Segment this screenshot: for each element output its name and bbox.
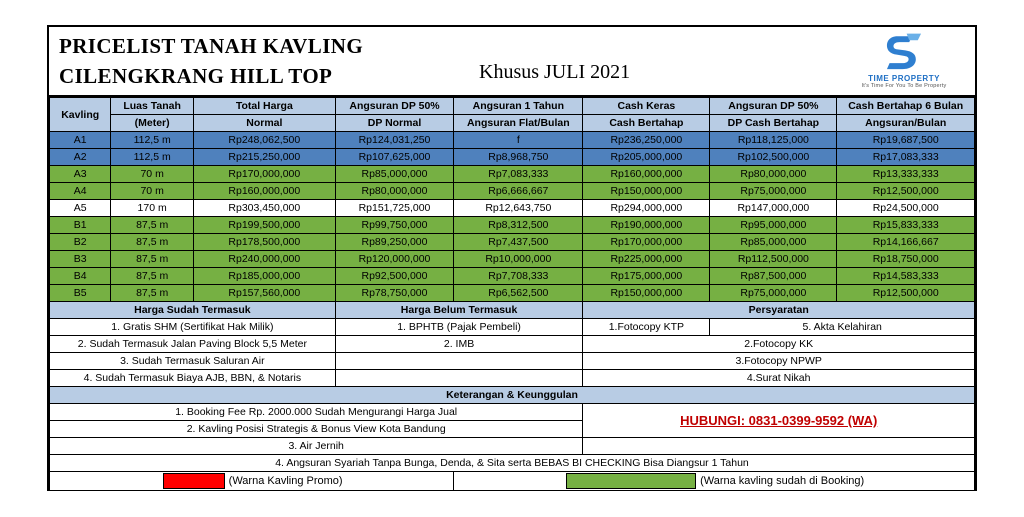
- included-item: 2. Sudah Termasuk Jalan Paving Block 5,5 Meter: [50, 336, 336, 353]
- logo-tagline: It's Time For You To Be Property: [861, 83, 947, 89]
- cell-angsuran-bulan: Rp17,083,333: [837, 149, 975, 166]
- requirement-item: 1.Fotocopy KTP: [583, 319, 710, 336]
- note-row: [50, 455, 975, 472]
- legend-booked-label: (Warna kavling sudah di Booking): [700, 475, 865, 487]
- excluded-item: 1. BPHTB (Pajak Pembeli): [335, 319, 583, 336]
- cell-angsuran-bulan: Rp12,500,000: [837, 285, 975, 302]
- cell-angsuran-bulan: Rp13,333,333: [837, 166, 975, 183]
- section-title-included: Harga Sudah Termasuk: [50, 302, 336, 319]
- cell-angsuran-bulan: Rp14,166,667: [837, 234, 975, 251]
- section-title-excluded: Harga Belum Termasuk: [335, 302, 583, 319]
- legend-promo-label: (Warna Kavling Promo): [228, 475, 343, 487]
- cell-dp-normal: Rp92,500,000: [335, 268, 454, 285]
- cell-angsuran-flat: Rp8,968,750: [454, 149, 583, 166]
- requirement-item: 2.Fotocopy KK: [583, 336, 975, 353]
- cell-cash-keras: Rp160,000,000: [583, 166, 710, 183]
- cell-dp-normal: Rp85,000,000: [335, 166, 454, 183]
- table-row: [50, 149, 975, 166]
- pricelist-table: [49, 97, 975, 491]
- column-header-total-harga: Total Harga: [193, 98, 335, 115]
- cell-luas: 87,5 m: [111, 251, 194, 268]
- cell-cash-keras: Rp190,000,000: [583, 217, 710, 234]
- cell-dp-normal: Rp80,000,000: [335, 183, 454, 200]
- logo: [849, 31, 959, 89]
- cell-dp-cash-bertahap: Rp95,000,000: [710, 217, 837, 234]
- column-header-angsuran-dp-normal: Angsuran DP 50%: [335, 98, 454, 115]
- page-subtitle: CILENGKRANG HILL TOP: [59, 64, 333, 88]
- period-label: [479, 61, 630, 84]
- cell-luas: 87,5 m: [111, 217, 194, 234]
- cell-angsuran-bulan: Rp14,583,333: [837, 268, 975, 285]
- page-title: PRICELIST TANAH KAVLING: [59, 34, 364, 58]
- cell-kavling: B4: [50, 268, 111, 285]
- note-row: [50, 404, 975, 421]
- cell-dp-normal: Rp124,031,250: [335, 132, 454, 149]
- cell-cash-keras: Rp225,000,000: [583, 251, 710, 268]
- excluded-item: [335, 370, 583, 387]
- contact-cell: [583, 404, 975, 438]
- cell-dp-cash-bertahap: Rp80,000,000: [710, 166, 837, 183]
- note-row: [50, 438, 975, 455]
- column-subheader-meter: (Meter): [111, 115, 194, 132]
- table-header-row-bottom: [50, 115, 975, 132]
- cell-total-harga: Rp185,000,000: [193, 268, 335, 285]
- cell-kavling: B5: [50, 285, 111, 302]
- cell-kavling: A1: [50, 132, 111, 149]
- cell-luas: 70 m: [111, 166, 194, 183]
- info-row: [50, 319, 975, 336]
- table-row: [50, 217, 975, 234]
- cell-luas: 112,5 m: [111, 149, 194, 166]
- title-block: [59, 31, 363, 91]
- cell-luas: 87,5 m: [111, 234, 194, 251]
- column-header-angsuran-1-tahun: Angsuran 1 Tahun: [454, 98, 583, 115]
- column-subheader-dp-normal: DP Normal: [335, 115, 454, 132]
- table-row: [50, 166, 975, 183]
- cell-total-harga: Rp240,000,000: [193, 251, 335, 268]
- cell-total-harga: Rp157,560,000: [193, 285, 335, 302]
- table-row: [50, 200, 975, 217]
- cell-angsuran-bulan: Rp24,500,000: [837, 200, 975, 217]
- legend-booked: [454, 472, 975, 491]
- cell-dp-cash-bertahap: Rp75,000,000: [710, 285, 837, 302]
- section-title-requirements: Persyaratan: [583, 302, 975, 319]
- cell-cash-keras: Rp236,250,000: [583, 132, 710, 149]
- cell-total-harga: Rp178,500,000: [193, 234, 335, 251]
- cell-kavling: A3: [50, 166, 111, 183]
- time-property-logo-icon: [883, 31, 925, 73]
- table-row: [50, 234, 975, 251]
- table-row: [50, 132, 975, 149]
- section-header-row: [50, 302, 975, 319]
- cell-total-harga: Rp160,000,000: [193, 183, 335, 200]
- cell-dp-cash-bertahap: Rp85,000,000: [710, 234, 837, 251]
- included-item: 4. Sudah Termasuk Biaya AJB, BBN, & Notaris: [50, 370, 336, 387]
- note-item: 1. Booking Fee Rp. 2000.000 Sudah Mengurangi Harga Jual: [50, 404, 583, 421]
- pricelist-sheet: [47, 25, 977, 491]
- cell-total-harga: Rp248,062,500: [193, 132, 335, 149]
- cell-angsuran-flat: Rp6,666,667: [454, 183, 583, 200]
- cell-dp-cash-bertahap: Rp75,000,000: [710, 183, 837, 200]
- column-subheader-angsuran-bulan: Angsuran/Bulan: [837, 115, 975, 132]
- cell-angsuran-flat: Rp7,708,333: [454, 268, 583, 285]
- column-subheader-dp-cash-bertahap: DP Cash Bertahap: [710, 115, 837, 132]
- cell-angsuran-flat: Rp7,437,500: [454, 234, 583, 251]
- requirement-item: 4.Surat Nikah: [583, 370, 975, 387]
- excluded-item: [335, 353, 583, 370]
- cell-angsuran-bulan: Rp18,750,000: [837, 251, 975, 268]
- cell-luas: 170 m: [111, 200, 194, 217]
- cell-angsuran-flat: Rp8,312,500: [454, 217, 583, 234]
- note-item: 4. Angsuran Syariah Tanpa Bunga, Denda, & Sita serta BEBAS BI CHECKING Bisa Diangsur 1 Tahun: [50, 455, 975, 472]
- column-header-cash-keras: Cash Keras: [583, 98, 710, 115]
- note-item: 3. Air Jernih: [50, 438, 583, 455]
- cell-cash-keras: Rp205,000,000: [583, 149, 710, 166]
- cell-dp-normal: Rp99,750,000: [335, 217, 454, 234]
- cell-angsuran-bulan: Rp12,500,000: [837, 183, 975, 200]
- included-item: 1. Gratis SHM (Sertifikat Hak Milik): [50, 319, 336, 336]
- cell-cash-keras: Rp150,000,000: [583, 183, 710, 200]
- cell-dp-cash-bertahap: Rp147,000,000: [710, 200, 837, 217]
- cell-kavling: A2: [50, 149, 111, 166]
- notes-header-row: [50, 387, 975, 404]
- included-item: 3. Sudah Termasuk Saluran Air: [50, 353, 336, 370]
- column-header-kavling: Kavling: [50, 98, 111, 132]
- table-row: [50, 268, 975, 285]
- info-row: [50, 370, 975, 387]
- cell-angsuran-flat: Rp12,643,750: [454, 200, 583, 217]
- table-header-row-top: [50, 98, 975, 115]
- cell-kavling: B1: [50, 217, 111, 234]
- cell-dp-normal: Rp151,725,000: [335, 200, 454, 217]
- cell-luas: 112,5 m: [111, 132, 194, 149]
- cell-total-harga: Rp303,450,000: [193, 200, 335, 217]
- table-row: [50, 285, 975, 302]
- column-header-cash-bertahap-6-bulan: Cash Bertahap 6 Bulan: [837, 98, 975, 115]
- requirement-item-extra: 5. Akta Kelahiran: [710, 319, 975, 336]
- column-header-luas-tanah: Luas Tanah: [111, 98, 194, 115]
- info-row: [50, 353, 975, 370]
- cell-angsuran-bulan: Rp19,687,500: [837, 132, 975, 149]
- legend-promo-swatch: [163, 473, 225, 489]
- cell-angsuran-flat: Rp6,562,500: [454, 285, 583, 302]
- cell-angsuran-flat: Rp10,000,000: [454, 251, 583, 268]
- cell-dp-normal: Rp107,625,000: [335, 149, 454, 166]
- cell-kavling: A4: [50, 183, 111, 200]
- sheet-header: [49, 27, 975, 97]
- note-item: 2. Kavling Posisi Strategis & Bonus View Kota Bandung: [50, 421, 583, 438]
- column-subheader-angsuran-flat: Angsuran Flat/Bulan: [454, 115, 583, 132]
- cell-kavling: A5: [50, 200, 111, 217]
- cell-total-harga: Rp170,000,000: [193, 166, 335, 183]
- cell-angsuran-flat: Rp7,083,333: [454, 166, 583, 183]
- section-title-notes: Keterangan & Keunggulan: [50, 387, 975, 404]
- cell-dp-cash-bertahap: Rp102,500,000: [710, 149, 837, 166]
- excluded-item: 2. IMB: [335, 336, 583, 353]
- cell-dp-normal: Rp78,750,000: [335, 285, 454, 302]
- cell-cash-keras: Rp175,000,000: [583, 268, 710, 285]
- cell-total-harga: Rp199,500,000: [193, 217, 335, 234]
- cell-dp-cash-bertahap: Rp112,500,000: [710, 251, 837, 268]
- cell-cash-keras: Rp294,000,000: [583, 200, 710, 217]
- note-spacer: [583, 438, 975, 455]
- legend-booked-swatch: [566, 473, 696, 489]
- cell-dp-cash-bertahap: Rp87,500,000: [710, 268, 837, 285]
- cell-cash-keras: Rp170,000,000: [583, 234, 710, 251]
- cell-angsuran-bulan: Rp15,833,333: [837, 217, 975, 234]
- table-row: [50, 183, 975, 200]
- cell-angsuran-flat: f: [454, 132, 583, 149]
- column-header-angsuran-dp-cash: Angsuran DP 50%: [710, 98, 837, 115]
- contact-link[interactable]: HUBUNGI: 0831-0399-9592 (WA): [680, 413, 878, 428]
- cell-dp-normal: Rp89,250,000: [335, 234, 454, 251]
- requirement-item: 3.Fotocopy NPWP: [583, 353, 975, 370]
- cell-cash-keras: Rp150,000,000: [583, 285, 710, 302]
- cell-kavling: B3: [50, 251, 111, 268]
- cell-kavling: B2: [50, 234, 111, 251]
- cell-dp-cash-bertahap: Rp118,125,000: [710, 132, 837, 149]
- logo-name: TIME PROPERTY: [868, 74, 940, 83]
- cell-luas: 87,5 m: [111, 268, 194, 285]
- cell-dp-normal: Rp120,000,000: [335, 251, 454, 268]
- info-row: [50, 336, 975, 353]
- cell-luas: 70 m: [111, 183, 194, 200]
- cell-luas: 87,5 m: [111, 285, 194, 302]
- legend-row: [50, 472, 975, 491]
- period-text: Khusus JULI 2021: [479, 61, 631, 83]
- cell-total-harga: Rp215,250,000: [193, 149, 335, 166]
- table-row: [50, 251, 975, 268]
- column-subheader-normal: Normal: [193, 115, 335, 132]
- column-subheader-cash-bertahap: Cash Bertahap: [583, 115, 710, 132]
- legend-promo: [50, 472, 454, 491]
